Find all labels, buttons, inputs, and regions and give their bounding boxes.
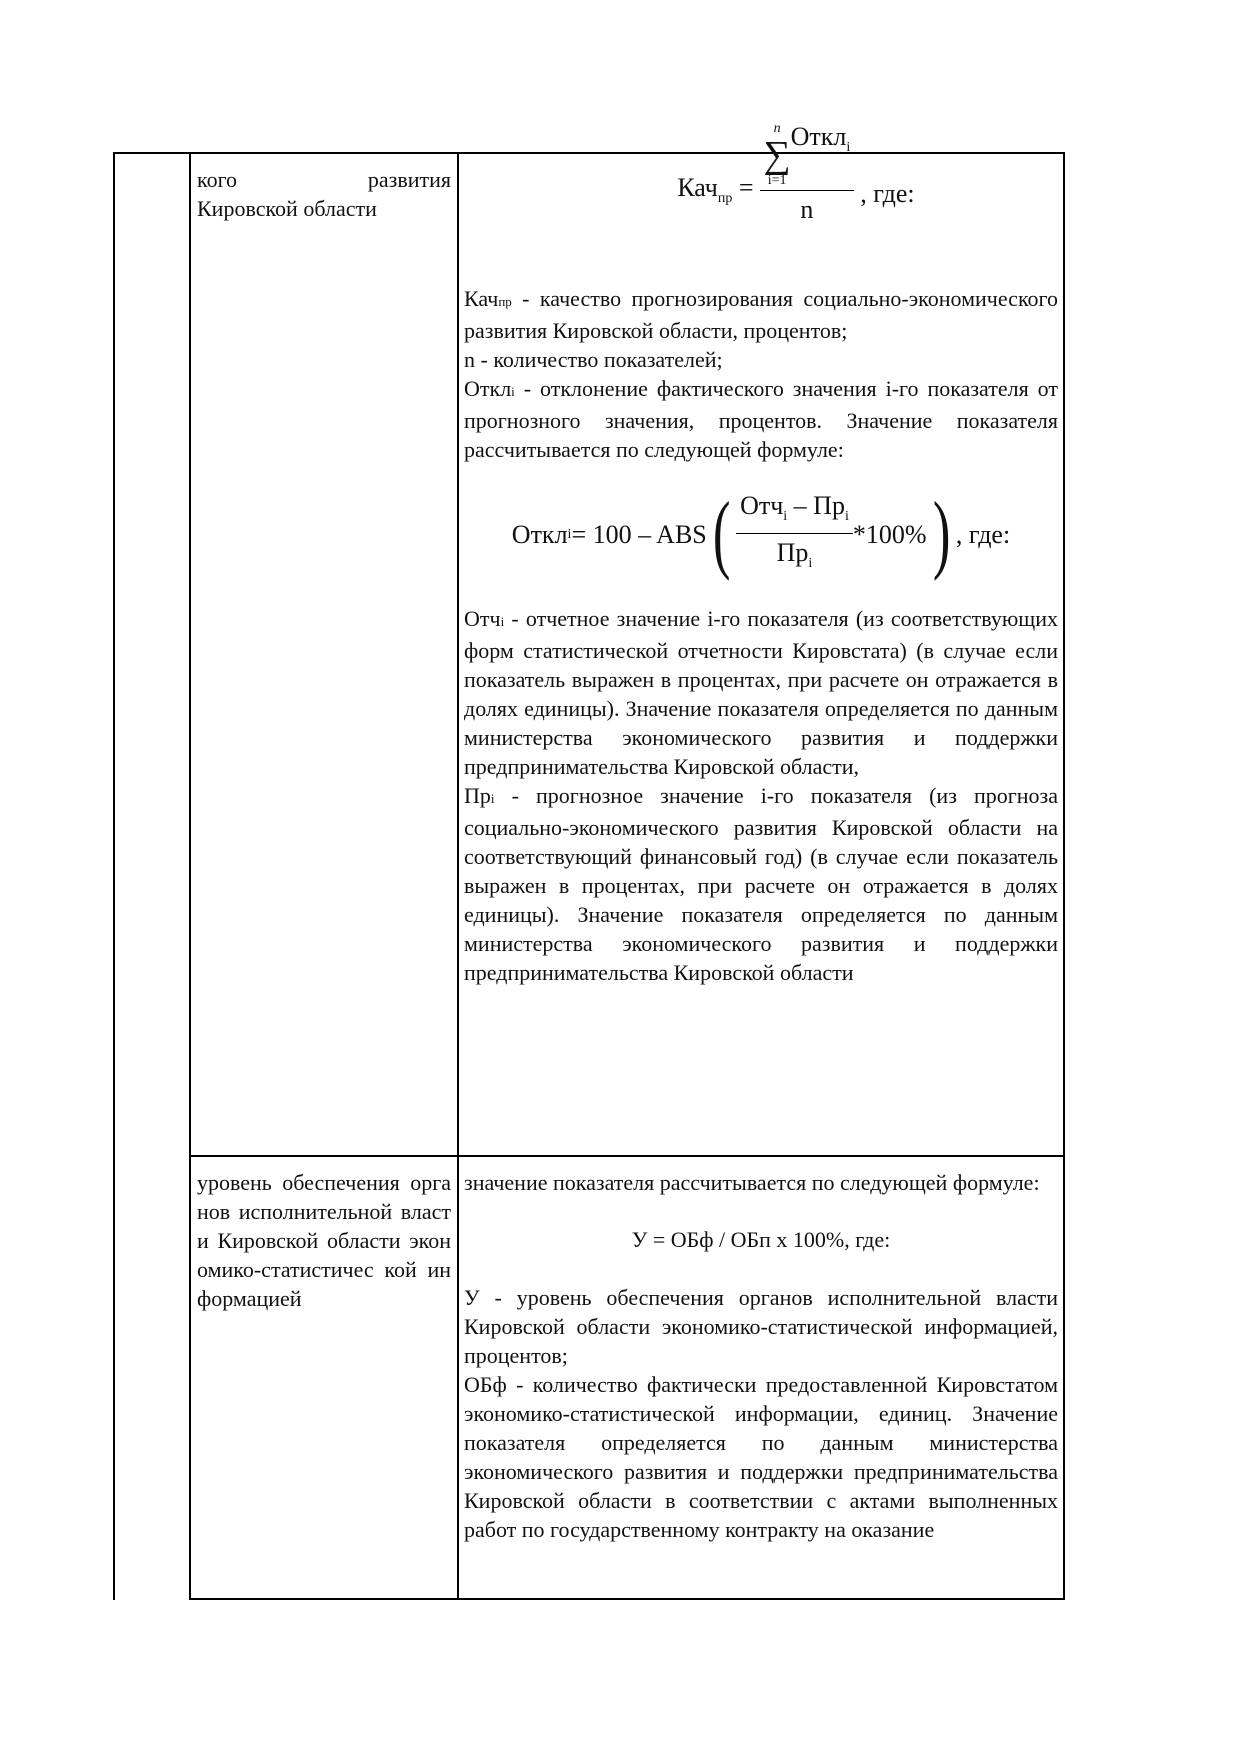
right-paren: ) — [932, 485, 950, 582]
def-otkl-term: Откл — [464, 376, 512, 401]
f2-lhs: Откл — [511, 519, 568, 549]
formula-lhs-sub: пр — [717, 191, 733, 206]
formula-fraction — [760, 122, 855, 224]
formula-lhs: Кач — [677, 173, 718, 202]
formula-suffix: , где: — [860, 178, 915, 208]
def-pr — [464, 781, 1058, 987]
supply-formula: У = ОБф / ОБп х 100%, где: — [631, 1227, 891, 1252]
def-otch-text: - отчетное значение i-го показателя (из соответствующих форм статистической отчетности Кировстата) (в случае если показатель выражен в процентах, при расчете он отражается в долях единицы). Значение показателя определяется по данным министерства экономического развития и поддержки предпринимательства Кировской области, — [464, 606, 1058, 779]
f2-den-sub: i — [808, 555, 813, 571]
def-n: n - количество показателей; — [464, 347, 723, 372]
def-otkl — [464, 374, 1058, 464]
row1-indicator-line: кого развития — [197, 167, 451, 192]
numerator: Откл — [790, 122, 847, 151]
def-pr-term: Пр — [464, 783, 491, 808]
sigma-symbol: ∑ — [763, 134, 791, 176]
table-top-border — [113, 152, 1065, 154]
def-kach-term: Кач — [464, 286, 499, 311]
def-obf: ОБф - количество фактически предоставленной Кировстатом экономико-статистической информации, единиц. Значение показателя определяется по данным министерства экономического развития и поддержки предпринимательства Кировской области в соответствии с актами выполненных работ по государственному контракту на оказание — [464, 1372, 1058, 1542]
row2-method-cell — [464, 1168, 1058, 1544]
row1-method-cell — [464, 121, 1058, 987]
row2-intro: значение показателя рассчитывается по следующей формуле: — [464, 1170, 1040, 1195]
f2-num-b-sub: i — [844, 508, 849, 524]
f2-mid: = 100 – ABS — [571, 519, 707, 549]
row2-indicator: уровень обеспечения органов исполнительной власти Кировской области экономико-статистичес кой информацией — [197, 1170, 451, 1311]
left-paren: ( — [712, 485, 731, 582]
row1-indicator-line: Кировской области — [197, 196, 377, 221]
def-otch — [464, 604, 1058, 781]
f2-times: *100% — [852, 519, 927, 549]
indicators-table — [113, 121, 1065, 1600]
def-kach-text: - качество прогнозирования социально-экономического развития Кировской области, процентов; — [464, 286, 1058, 343]
f2-num-b: – Пр — [787, 490, 845, 520]
numerator-sub: i — [846, 140, 851, 155]
row2-indicator-cell — [197, 1168, 451, 1313]
f2-fraction — [736, 491, 853, 578]
def-otch-term: Отч — [464, 606, 501, 631]
def-otkl-sub: i — [511, 384, 515, 399]
table-left-border — [113, 152, 115, 1600]
def-u: У - уровень обеспечения органов исполнительной власти Кировской области экономико-статистической информацией, процентов; — [464, 1285, 1058, 1368]
f2-num-a-sub: i — [783, 508, 788, 524]
def-kach — [464, 284, 1058, 345]
f2-den: Пр — [776, 537, 809, 567]
f2-suffix: , где: — [955, 519, 1011, 549]
row1-indicator-cell — [197, 165, 451, 223]
deviation-formula — [464, 464, 1058, 604]
f2-lhs-sub: i — [567, 526, 572, 542]
column-divider — [457, 152, 459, 1600]
row-divider — [189, 1155, 1065, 1157]
def-pr-sub: i — [490, 791, 495, 806]
denominator: n — [800, 195, 814, 224]
def-kach-sub: пр — [498, 294, 512, 309]
table-bottom-border — [189, 1598, 1065, 1600]
quality-formula: Кач$_{пр}$ = n ∑ i=1 Откл$_i$ n , где: — [677, 121, 915, 224]
def-otkl-text: - отклонение фактического значения i-го показателя от прогнозного значения, процентов. Значение показателя рассчитывается по следующей формуле: — [464, 376, 1058, 462]
table-right-border — [1063, 152, 1065, 1600]
sum-upper: n — [773, 121, 781, 136]
def-otch-sub: i — [500, 614, 505, 629]
column-divider — [189, 152, 191, 1600]
sum-lower: i=1 — [767, 173, 787, 188]
def-pr-text: - прогнозное значение i-го показателя (из прогноза социально-экономического развития Кировской области на соответствующий финансовый год) (в случае если показатель выражен в процентах, при расчете он отражается в долях единицы). Значение показателя определяется по данным министерства экономического развития и поддержки предпринимательства Кировской области — [464, 783, 1058, 985]
f2-num-a: Отч — [740, 490, 784, 520]
